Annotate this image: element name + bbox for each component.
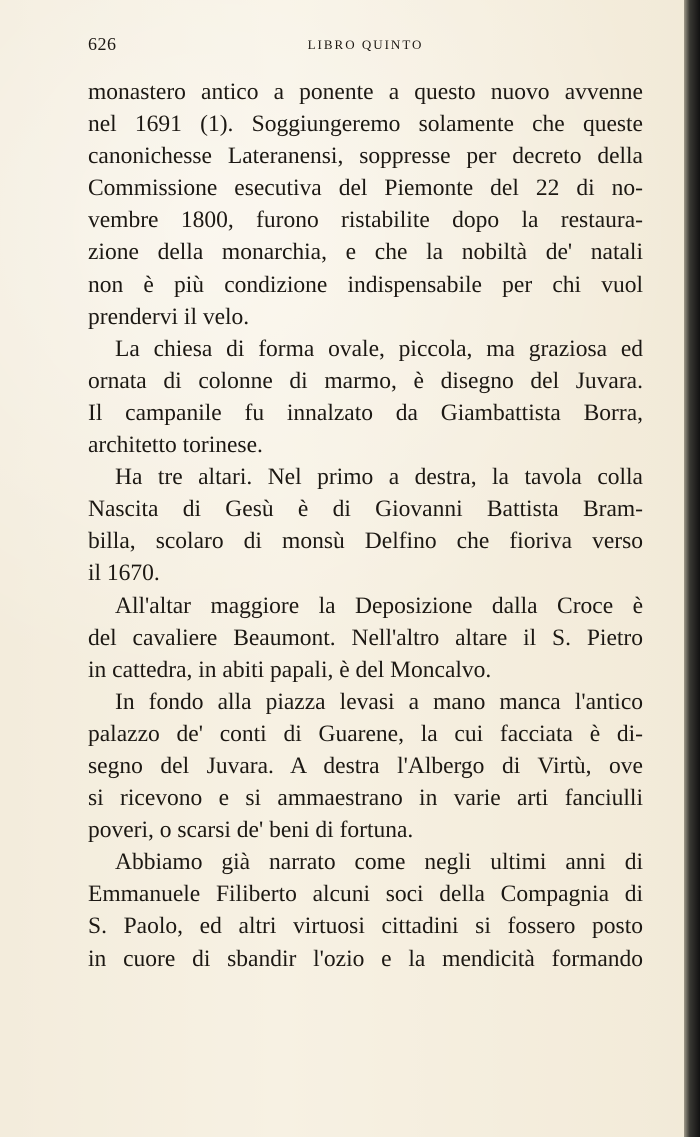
text-line: zione della monarchia, e che la nobiltà de' natali [88, 239, 643, 266]
paragraph-start-line: Ha tre altari. Nel primo a destra, la tavola colla [115, 464, 643, 491]
text-line: S. Paolo, ed altri virtuosi cittadini si fossero posto [88, 913, 643, 940]
page-edge-shadow [684, 0, 700, 1137]
paragraph-start-line: All'altar maggiore la Deposizione dalla Croce è [115, 592, 643, 619]
text-line: palazzo de' conti di Guarene, la cui facciata è di- [88, 720, 643, 747]
text-line: billa, scolaro di monsù Delfino che fioriva verso [88, 528, 643, 555]
page-header [88, 32, 643, 56]
paragraph-start-line: In fondo alla piazza levasi a mano manca l'antico [115, 688, 643, 715]
text-line: prendervi il velo. [88, 303, 250, 330]
text-line: poveri, o scarsi de' beni di fortuna. [88, 817, 414, 844]
text-line: Commissione esecutiva del Piemonte del 22 di no- [88, 175, 643, 202]
text-line: Nascita di Gesù è di Giovanni Battista Bram- [88, 496, 643, 523]
text-line: in cuore di sbandir l'ozio e la mendicità formando [88, 945, 643, 972]
text-line: segno del Juvara. A destra l'Albergo di Virtù, ove [88, 752, 643, 779]
page-number: 626 [88, 34, 117, 54]
paragraph-start-line: La chiesa di forma ovale, piccola, ma graziosa ed [115, 335, 643, 362]
text-line: canonichesse Lateranensi, soppresse per decreto della [88, 143, 643, 170]
text-line: vembre 1800, furono ristabilite dopo la restaura- [88, 207, 643, 234]
text-line: non è più condizione indispensabile per chi vuol [88, 271, 643, 298]
text-line: architetto torinese. [88, 432, 263, 459]
body-text [88, 76, 643, 975]
text-line: si ricevono e si ammaestrano in varie arti fanciulli [88, 785, 643, 812]
text-line: il 1670. [88, 560, 160, 587]
text-line: in cattedra, in abiti papali, è del Moncalvo. [88, 656, 492, 683]
text-line: Emmanuele Filiberto alcuni soci della Compagnia di [88, 881, 643, 908]
text-line: monastero antico a ponente a questo nuovo avvenne [88, 79, 643, 105]
text-line: nel 1691 (1). Soggiungeremo solamente che queste [88, 111, 643, 138]
text-line: Il campanile fu innalzato da Giambattista Borra, [88, 399, 643, 426]
running-head: LIBRO QUINTO [307, 37, 424, 52]
text-line: ornata di colonne di marmo, è disegno del Juvara. [88, 367, 643, 394]
paragraph-start-line: Abbiamo già narrato come negli ultimi anni di [115, 849, 643, 876]
text-line: del cavaliere Beaumont. Nell'altro altare il S. Pietro [88, 624, 643, 651]
